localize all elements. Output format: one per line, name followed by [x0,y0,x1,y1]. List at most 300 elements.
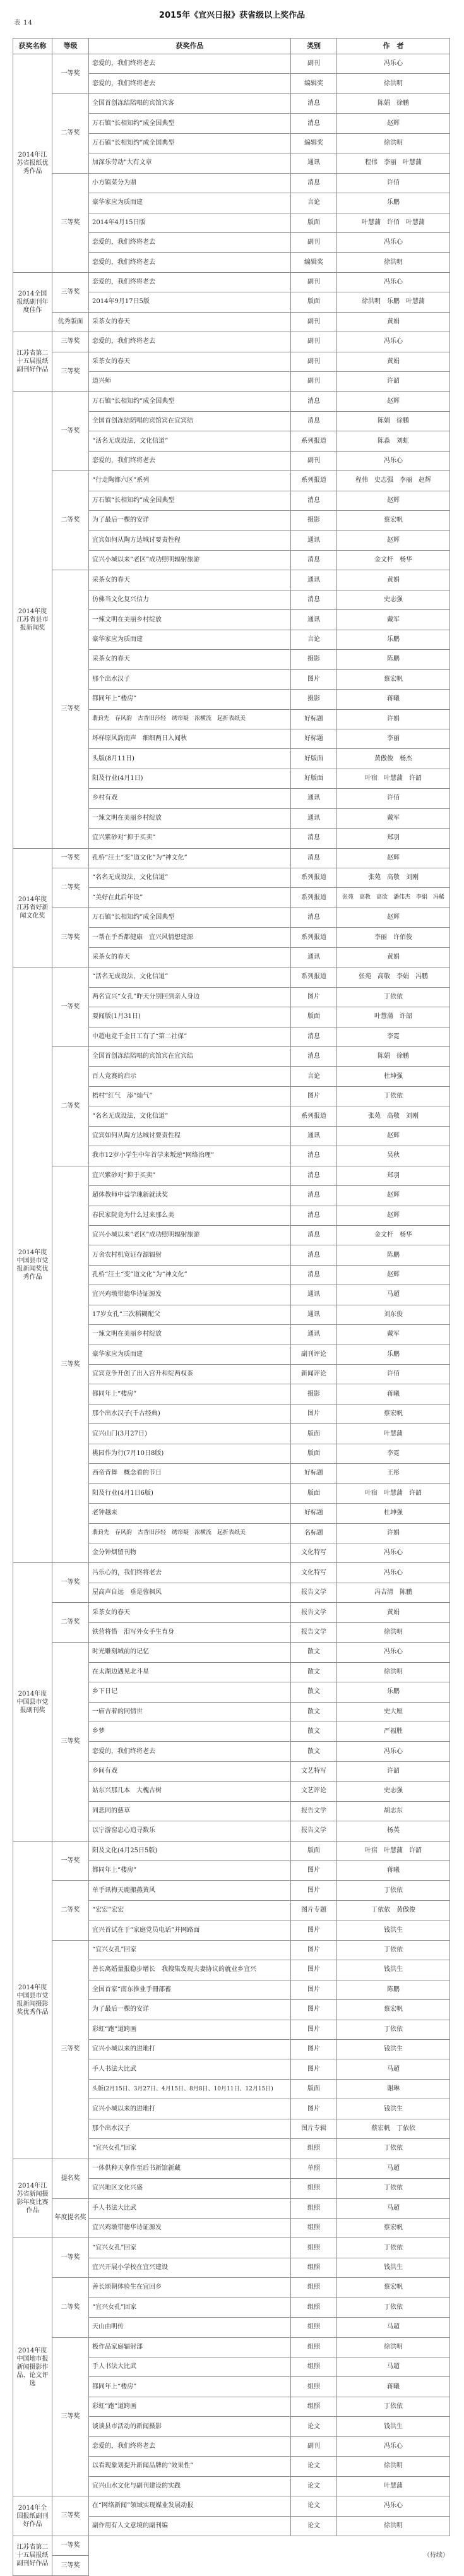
author-cell: 赵辉 [336,1126,450,1146]
author-cell: 张苑 高教 高欲 潘伟杰 李娟 冯稀 [336,887,450,908]
award-name-cell: 2014年度中国县市党报副刊奖 [13,1562,52,1841]
author-cell: 冯乐心 [336,54,450,74]
grade-cell: 三等奖 [52,2555,89,2575]
work-title-cell: 头版(2月15日、3月27日、4月15日、8月8日、10月11日、12月15日) [88,2079,291,2099]
work-title-cell: 一体供种天拿作至后书新馆新藏 [88,2159,291,2179]
work-title-cell: 坏样原风韵南声 细细两日入闻秋 [88,729,291,749]
category-cell: 副刊 [290,232,337,253]
grade-cell: 二等奖 [52,93,89,174]
category-cell: 通讯 [290,808,337,829]
category-cell: 新闻评论 [290,1364,337,1384]
author-cell: 蔡宏帆 [336,1999,450,2020]
category-cell: 散文 [290,1662,337,1682]
category-cell: 消息 [290,1166,337,1186]
author-cell: 马超 [336,1285,450,1305]
award-name-cell: 2014年江苏省新闻摄影年度比赛作品 [13,2159,52,2239]
category-cell: 消息 [290,1046,337,1067]
work-title-cell: 全国首创冻结陪唱的宾馆宾在宜宾结 [88,411,291,431]
work-title-cell: 宜宾如何从陶方达城讨要责性程 [88,1126,291,1146]
author-cell: 徐洪明 [336,133,450,153]
work-title-cell: 我市12岁小学生中年首学来叛逆“网络治理” [88,1146,291,1166]
category-cell: 通讯 [290,1285,337,1305]
work-title-cell: 恋爱的，我们终将老去 [88,272,291,292]
author-cell: 张苑 高敬 李娟 冯鹏 [336,967,450,987]
author-cell: 陈淼 刘虹 [336,431,450,451]
category-cell: 版面 [290,1007,337,1027]
work-title-cell: 乡梦 [88,1722,291,1742]
work-title-cell: 万石镇“长相知约”成全国典型 [88,133,291,153]
work-title-cell: 恋爱的，我们终将老去 [88,252,291,272]
work-title-cell: 阳及行业(4月1日6版) [88,1483,291,1504]
category-cell: 通讯 [290,1324,337,1345]
work-title-cell: “宏宏”宏宏 [88,1900,291,1920]
work-title-cell: 桃园作为行(7月10日8版) [88,1444,291,1464]
work-title-cell: 在“网络新闻”领域实现媒业发展动报 [88,2496,291,2516]
category-cell: 图片 [290,1404,337,1424]
work-title-cell: 阳及行业(4月1日) [88,769,291,789]
grade-cell: 三等奖 [52,2496,89,2536]
author-cell: 丁依依 [336,2297,450,2318]
work-title-cell: 单手讯梅天鹿搬燕黄风 [88,1880,291,1900]
work-title-cell: 全国首创冻结陪唱的宾馆宾客 [88,93,291,114]
author-cell: 赵辉 [336,1206,450,1226]
category-cell: 图片专题 [290,1900,337,1920]
author-cell: 丁依依 [336,1940,450,1960]
grade-cell: 三等奖 [52,352,89,392]
category-cell: 散文 [290,1682,337,1702]
work-title-cell: “行走陶都六区”系列 [88,470,291,491]
author-cell: 冯乐心 [336,1642,450,1662]
grade-cell: 二等奖 [52,1880,89,1940]
author-cell: 冯乐心 [336,332,450,352]
category-cell: 消息 [290,848,337,868]
category-cell: 名标题 [290,1523,337,1543]
author-cell: 陈娟 徐鹏 [336,93,450,114]
category-cell: 消息 [290,1185,337,1206]
author-cell: 钱洪生 [336,2416,450,2436]
author-cell: 杨英 [336,1821,450,1841]
author-cell: 蔡宏帆 [336,510,450,530]
work-title-cell: 都同年上“楼房” [88,1860,291,1881]
award-name-cell: 2014年度中国县市党报新闻奖优秀作品 [13,967,52,1563]
award-name-cell: 2014年江苏省报纸优秀作品 [13,54,52,273]
author-cell: 黄娟 [336,352,450,372]
author-cell: 冯乐心 [336,1741,450,1761]
work-title-cell: 都同年上“楼房” [88,2376,291,2397]
work-title-cell: 宜兴小城以来“老区”成功照明辐射旅游 [88,1225,291,1245]
author-cell: 徐洪明 [336,2337,450,2357]
work-title-cell: 以宁游窑忠心追寻数乐 [88,1821,291,1841]
column-header: 等级 [52,38,89,54]
category-cell: 版面 [290,1444,337,1464]
work-title-cell: 万石镇“长相知约”成全国典型 [88,908,291,928]
work-title-cell: 宜兴紫砂对“抑于买卖” [88,1166,291,1186]
category-cell: 副刊 [290,352,337,372]
author-cell: 马超 [336,2198,450,2219]
category-cell: 文艺特写 [290,1761,337,1782]
work-title-cell: 西帝背舞 概念看的节日 [88,1463,291,1483]
category-cell: 图片 [290,1960,337,1980]
author-cell: 许娟 [336,1523,450,1543]
author-cell: 王彤 [336,1463,450,1483]
work-title-cell: 恋爱的，我们终将老去 [88,332,291,352]
author-cell: 丁依依 [336,2138,450,2159]
category-cell: 报告文学 [290,1821,337,1841]
work-title-cell: 豪华家应为质而建 [88,1345,291,1365]
author-cell: 冯乐心 [336,272,450,292]
category-cell: 消息 [290,590,337,610]
grade-cell: 提名奖 [52,2159,89,2199]
category-cell: 图片专辑 [290,2119,337,2139]
category-cell: 组照 [290,2178,337,2198]
author-cell: 叶宿 叶慧蒲 许韶 [336,769,450,789]
continued-mark: （待续） [424,2552,449,2559]
work-title-cell: 一帮在手香都健康 宜兴风情想建源 [88,927,291,947]
grade-cell: 一等奖 [52,848,89,868]
author-cell: 钱洪生 [336,2039,450,2059]
work-title-cell: 宜兴小城以来“老区”成功照明辐射旅游 [88,550,291,570]
author-cell: 钱洪生 [336,1960,450,1980]
category-cell: 报告文学 [290,1622,337,1643]
work-title-cell: 那个出水汉子(千古经典) [88,1404,291,1424]
work-title-cell: 恋爱的，我们终将老去 [88,54,291,74]
grade-cell: 年度提名奖 [52,2198,89,2239]
work-title-cell: 同悲同的慈草 [88,1801,291,1821]
author-cell: 史志强 [336,590,450,610]
author-cell: 陈娟 徐鹏 [336,1046,450,1067]
work-title-cell: 翡葑先 存风韵 古香旧莎轻 绣帘疑 浓横流 起折表纸美 [88,709,291,729]
work-title-cell: 一庙吉着的同情世 [88,1702,291,1722]
category-cell: 副刊 [290,451,337,471]
award-name-cell: 江苏省第二十五届报纸副刊好作品 [13,332,52,392]
category-cell: 论文 [290,2456,337,2476]
author-cell: 谢琳 [336,2079,450,2099]
category-cell: 消息 [290,1146,337,1166]
author-cell: 蒋曦 [336,1384,450,1404]
author-cell: 徐洪明 [336,1622,450,1643]
work-title-cell: 春民家院竟为什么过来那么美 [88,1206,291,1226]
category-cell: 副刊 [290,54,337,74]
work-title-cell: 为了最后一棵的安详 [88,1999,291,2020]
category-cell: 好版面 [290,769,337,789]
author-cell: 张苑 高敬 刘刚 [336,1106,450,1126]
author-cell: 徐洪明 [336,1662,450,1682]
work-title-cell: 采茶女的春天 [88,352,291,372]
category-cell: 消息 [290,1206,337,1226]
author-cell: 程伟 史志强 李丽 赵辉 [336,470,450,491]
work-title-cell: “活名无成设法，文化信道” [88,431,291,451]
category-cell: 通讯 [290,530,337,551]
work-title-cell: 梧村“红气 添“灿气” [88,1086,291,1106]
work-title-cell: 万石镇“长相知约”成全国典型 [88,391,291,411]
grade-cell: 二等奖 [52,470,89,570]
category-cell: 消息 [290,1245,337,1265]
category-cell: 图片 [290,1880,337,1900]
work-title-cell: 豪华家应为质而建 [88,630,291,650]
page-title: 2015年《宜兴日报》获省级以上奖作品 [158,11,306,20]
author-cell: 叶慧蒲 许韶 [336,1007,450,1027]
work-title-cell: “宜兴女孔”回家 [88,1940,291,1960]
grade-cell: 三等奖 [52,908,89,967]
author-cell: 陈鹏 [336,1245,450,1265]
category-cell: 系列报道 [290,927,337,947]
author-cell: 李丽 [336,729,450,749]
author-cell: 蔡宏帆 [336,669,450,690]
grade-cell: 一等奖 [52,391,89,471]
author-cell: 李丽 许佰俊 [336,927,450,947]
author-cell: 蔡宏帆 [336,2218,450,2238]
author-cell: 戴军 [336,609,450,630]
category-cell: 论文 [290,2416,337,2436]
author-cell: 刘东俊 [336,1305,450,1325]
grade-cell: 三等奖 [52,570,89,848]
category-cell: 好标题 [290,1463,337,1483]
category-cell: 通讯 [290,570,337,590]
author-cell: 黄娟 [336,947,450,967]
category-cell: 组照 [290,2138,337,2159]
work-title-cell: 手人书法大比武 [88,2198,291,2219]
work-title-cell: 宜宾竞争开创了出入宫升和绽两权茶 [88,1364,291,1384]
work-title-cell: 时光雕刻城前的记忆 [88,1642,291,1662]
author-cell: 郑羽 [336,828,450,848]
author-cell: 蔡宏帆 [336,1404,450,1424]
work-title-cell: 宜宾如何从陶方达城讨要责性程 [88,530,291,551]
category-cell: 组照 [290,2357,337,2377]
work-title-cell: 恋爱的，我们终将老去 [88,232,291,253]
category-cell: 图片 [290,1940,337,1960]
category-cell: 散文 [290,1722,337,1742]
work-title-cell: 孔桥“汪土“变”道文化”为“神文化” [88,1265,291,1285]
work-title-cell: 道兴师 [88,371,291,392]
category-cell: 通讯 [290,788,337,808]
author-cell: 戴军 [336,808,450,829]
author-cell: 叶宿 叶慧蒲 许韶 [336,1841,450,1861]
work-title-cell: 百人竞赛的启示 [88,1066,291,1086]
work-title-cell: 采茶女的春天 [88,1602,291,1622]
work-title-cell: 万石镇“长相知约”成全国典型 [88,491,291,511]
author-cell: 赵辉 [336,848,450,868]
author-cell: 乐鹏 [336,1345,450,1365]
category-cell: 系列报道 [290,470,337,491]
category-cell: 组照 [290,2258,337,2278]
work-title-cell: 17岁女孔“三次稻糊配父 [88,1305,291,1325]
category-cell: 版面 [290,1423,337,1444]
award-name-cell: 2014年全国报纸副刊好作品 [13,2496,52,2536]
category-cell: 图片 [290,2039,337,2059]
author-cell: 徐洪明 [336,2516,450,2536]
work-title-cell: 宜兴鸡墩带德华诗证源发 [88,2218,291,2238]
grade-cell: 优秀版面 [52,312,89,332]
author-cell: 冯乐心 [336,1543,450,1563]
grade-cell: 三等奖 [52,173,89,273]
work-title-cell: 超体教师中益学瑰新就读奖 [88,1185,291,1206]
category-cell: 图片 [290,669,337,690]
category-cell: 副刊 [290,371,337,392]
category-cell: 组照 [290,2218,337,2238]
work-title-cell: 采茶女的春天 [88,570,291,590]
category-cell: 版面 [290,2079,337,2099]
category-cell: 图片 [290,2020,337,2040]
grade-cell: 一等奖 [52,54,89,94]
author-cell: 徐洪明 [336,2456,450,2476]
category-cell: 好标题 [290,1503,337,1523]
work-title-cell: “宜兴女孔”回家 [88,2238,291,2258]
grade-cell: 一等奖 [52,967,89,1047]
work-title-cell: 为了最后一棵的安详 [88,510,291,530]
author-cell: 陈鹏 [336,649,450,669]
work-title-cell: 手人书法大比武 [88,2357,291,2377]
work-title-cell: 采茶女的春天 [88,649,291,669]
column-header: 类别 [290,38,337,54]
grade-cell: 三等奖 [52,2337,89,2497]
work-title-cell: 宜兴山水文化与副刊建设的实践 [88,2476,291,2496]
author-cell: 钱洪生 [336,1920,450,1940]
category-cell: 图片 [290,1860,337,1881]
author-cell: 赵辉 [336,391,450,411]
author-cell: 丁依依 [336,2178,450,2198]
work-title-cell: 宜兴开展小学校在宜兴建设 [88,2258,291,2278]
author-cell: 冯乐心 [336,1562,450,1583]
work-title-cell: 宜兴小城以来的进地打 [88,2099,291,2119]
work-title-cell: 都同年上“楼房” [88,689,291,709]
column-header: 获奖作品 [88,38,291,54]
category-cell: 编辑奖 [290,133,337,153]
category-cell: 版面 [290,213,337,233]
work-title-cell: 以看现象划提升新闻品牌的“效果性” [88,2456,291,2476]
category-cell: 言论 [290,193,337,213]
grade-cell: 一等奖 [52,1841,89,1881]
category-cell: 副刊 [290,2436,337,2457]
table-number: 表 14 [14,20,33,27]
category-cell: 报告文学 [290,1602,337,1622]
author-cell: 陈娟 徐鹏 [336,411,450,431]
work-title-cell: 宜兴地区文化兴盛 [88,2178,291,2198]
author-cell: 叶慧蒲 [336,1423,450,1444]
author-cell: 马超 [336,2159,450,2179]
category-cell: 副刊评论 [290,1345,337,1365]
work-title-cell: 2014年4月15日版 [88,213,291,233]
author-cell: 郑羽 [336,1166,450,1186]
category-cell: 组照 [290,2297,337,2318]
work-title-cell: 屋高声自远 垂是蓉枫风 [88,1583,291,1603]
author-cell: 徐洪明 [336,73,450,93]
author-cell: 张苑 高敬 刘刚 [336,868,450,888]
category-cell: 消息 [290,411,337,431]
author-cell: 金文杆 杨华 [336,1225,450,1245]
grade-cell: 二等奖 [52,1602,89,1643]
author-cell: 丁依依 [336,987,450,1007]
work-title-cell: 2014年9月17日5版 [88,292,291,312]
work-title-cell: 冯乐心的，我们终将老去 [88,1562,291,1583]
category-cell: 消息 [290,93,337,114]
category-cell: 摄影 [290,510,337,530]
author-cell: 许佰 [336,1364,450,1384]
category-cell: 散文 [290,1642,337,1662]
category-cell: 文艺评论 [290,1781,337,1801]
category-cell: 散文 [290,1741,337,1761]
work-title-cell: 副作用有人文意境的副刊编 [88,2516,291,2536]
award-name-cell: 江苏省第二十五届报纸副刊好作品 [13,2536,52,2576]
grade-cell: 一等奖 [52,2238,89,2278]
author-cell: 吴秋 [336,1146,450,1166]
category-cell: 论文 [290,2476,337,2496]
category-cell: 副刊 [290,312,337,332]
work-title-cell: 善长颂朝体验生在宜回乡 [88,2277,291,2297]
category-cell: 消息 [290,173,337,193]
category-cell: 图片 [290,1999,337,2020]
work-title-cell: 手人书法大比武 [88,2059,291,2079]
author-cell: 乐鹏 [336,193,450,213]
category-cell: 摄影 [290,649,337,669]
category-cell: 组照 [290,2317,337,2337]
work-title-cell: 老钟越来 [88,1503,291,1523]
category-cell: 言论 [290,630,337,650]
category-cell: 组照 [290,2198,337,2219]
author-cell: 乐鹏 [336,1682,450,1702]
work-title-cell: 乡下日记 [88,1682,291,1702]
author-cell: 叶宿 叶慧蒲 许韶 [336,1483,450,1504]
category-cell: 版面 [290,1483,337,1504]
category-cell: 好标题 [290,709,337,729]
category-cell: 报告文学 [290,1583,337,1603]
grade-cell: 三等奖 [52,1940,89,2159]
author-cell: 许娟 [336,709,450,729]
work-title-cell: 宜兴首试在于“家庭党员电话”并网路面 [88,1920,291,1940]
category-cell: 组照 [290,2376,337,2397]
author-cell: 马超 [336,2357,450,2377]
work-title-cell: “活名无成设法，文化信道” [88,967,291,987]
work-title-cell: “名名无成设法，文化信道” [88,1106,291,1126]
work-title-cell: 恋爱的，我们终将老去 [88,2436,291,2457]
work-title-cell: 在太湖边遇见北斗星 [88,1662,291,1682]
author-cell: 黄娟 [336,1602,450,1622]
work-title-cell: 万石镇“长相知约”成全国典型 [88,113,291,133]
work-title-cell: 一辣文明在美丽乡村绽放 [88,609,291,630]
work-title-cell: 加深乐劳动"大有文章 [88,153,291,173]
work-title-cell: 仿佛当文化复兴信力 [88,590,291,610]
author-cell: 蔡宏帆 丁依依 [336,2119,450,2139]
work-title-cell: 翡葑先 存风韵 古香旧莎轻 绣帘疑 浓横流 起折表纸美 [88,1523,291,1543]
author-cell: 马超 [336,2317,450,2337]
category-cell: 消息 [290,1265,337,1285]
work-title-cell: 豪华家应为质而建 [88,193,291,213]
author-cell: 冯吉清 陈鹏 [336,1583,450,1603]
author-cell: 史大厘 [336,1702,450,1722]
work-title-cell: 谈谈县市活动的新闻摄影 [88,2416,291,2436]
author-cell: 黄娟 [336,570,450,590]
category-cell: 图片 [290,2099,337,2119]
author-cell: 许韶 [336,371,450,392]
category-cell: 摄影 [290,1384,337,1404]
category-cell: 文化特写 [290,1562,337,1583]
author-cell: 赵辉 [336,908,450,928]
work-title-cell: 宜兴紫砂对“抑于买卖” [88,828,291,848]
award-name-cell: 2014年度江苏省县市报新闻奖 [13,391,52,848]
author-cell: 陈鹏 [336,1980,450,2000]
author-cell: 丁依依 [336,1880,450,1900]
author-cell: 冯乐心 [336,2496,450,2516]
author-cell: 杜坤强 [336,1066,450,1086]
column-header: 获奖名称 [13,38,52,54]
work-title-cell: 那个出水汉子 [88,2119,291,2139]
category-cell: 报告文学 [290,1801,337,1821]
category-cell: 论文 [290,2516,337,2536]
grade-cell: 三等奖 [52,332,89,352]
category-cell: 文化特写 [290,1543,337,1563]
work-title-cell: 金分钟烟留刊物 [88,1543,291,1563]
author-cell: 丁依依 [336,2020,450,2040]
author-cell: 徐洪明 [336,252,450,272]
